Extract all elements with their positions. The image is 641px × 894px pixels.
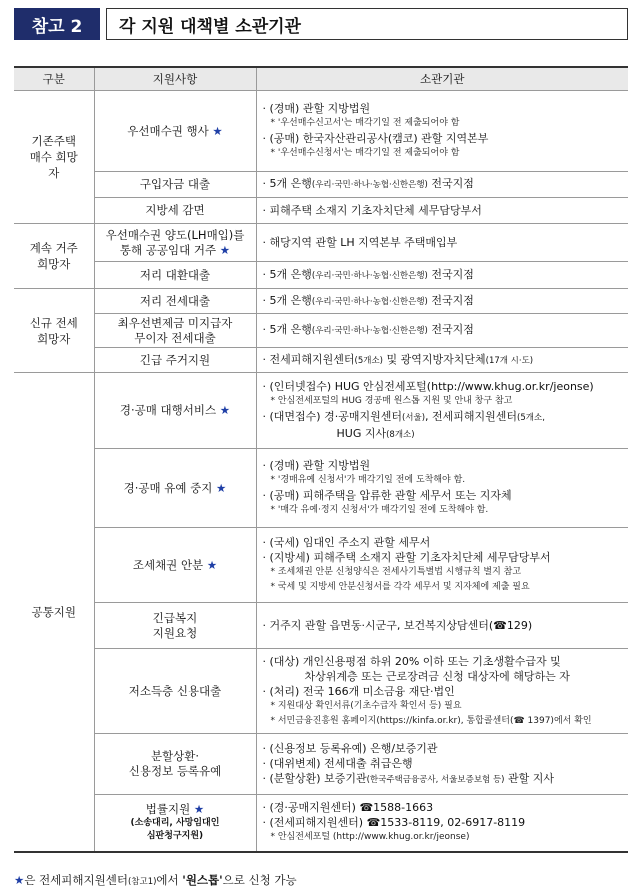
table-row xyxy=(14,734,628,795)
footnote: ★은 전세피해지원센터(참고1)에서 '원스톱'으로 신청 가능 xyxy=(14,873,297,887)
category-cell: 공통지원 xyxy=(14,373,94,852)
section-header xyxy=(14,8,628,40)
agency-cell: · 5개 은행(우리·국민·하나·농협·신한은행) 전국지점 xyxy=(256,172,628,198)
table-row xyxy=(14,373,628,449)
support-cell: 저리 대환대출 xyxy=(94,262,256,289)
support-cell: 구입자금 대출 xyxy=(94,172,256,198)
column-header: 지원사항 xyxy=(94,67,256,91)
support-cell: 긴급복지 지원요청 xyxy=(94,603,256,649)
support-cell: 우선매수권 양도(LH매입)를 통해 공공임대 거주 ★ xyxy=(94,224,256,262)
star-icon: ★ xyxy=(14,873,25,887)
table-row xyxy=(14,603,628,649)
agency-cell: · (대상) 개인신용평점 하위 20% 이하 또는 기초생활수급자 및 차상위계층 또는 근로장려금 신청 대상자에 해당하는 자 · (처리) 전국 166개 미소금융 재단·법인 * 지원대상 확인서류(기초수급자 확인서 등) 필요 * 서민금융진흥원 홈페이지(https://kinfa.or.kr), 통합콜센터(☎ 1397)에서 확인 xyxy=(256,649,628,734)
category-cell: 신규 전세 희망자 xyxy=(14,289,94,373)
agency-cell: · (경·공매지원센터) ☎1588-1663 · (전세피해지원센터) ☎1533-8119, 02-6917-8119 * 안심전세포털 (http://www.khug.or.kr/jeonse) xyxy=(256,795,628,852)
support-cell: 최우선변제금 미지급자 무이자 전세대출 xyxy=(94,314,256,348)
support-cell: 경·공매 유예 중지 ★ xyxy=(94,449,256,528)
agency-cell: · 5개 은행(우리·국민·하나·농협·신한은행) 전국지점 xyxy=(256,262,628,289)
table-row xyxy=(14,262,628,289)
category-cell: 기존주택 매수 희망자 xyxy=(14,91,94,224)
table-row xyxy=(14,449,628,528)
star-icon: ★ xyxy=(216,480,227,495)
agency-cell: · 해당지역 관할 LH 지역본부 주택매입부 xyxy=(256,224,628,262)
table-row xyxy=(14,198,628,224)
table-row xyxy=(14,172,628,198)
table-row xyxy=(14,528,628,603)
agency-cell: · 피해주택 소재지 기초자치단체 세무담당부서 xyxy=(256,198,628,224)
star-icon: ★ xyxy=(219,403,231,417)
star-icon: ★ xyxy=(206,557,218,572)
page-title: 각 지원 대책별 소관기관 xyxy=(106,8,628,40)
agency-cell: · (경매) 관할 지방법원 * '우선매수신고서'는 매각기일 전 제출되어야 함 · (공매) 한국자산관리공사(캠코) 관할 지역본부 * '우선매수신청서'는 매각기일 전 제출되어야 함 xyxy=(256,91,628,172)
star-icon: ★ xyxy=(212,123,223,138)
support-cell: 저소득층 신용대출 xyxy=(94,649,256,734)
table-row xyxy=(14,348,628,373)
agency-cell: · 5개 은행(우리·국민·하나·농협·신한은행) 전국지점 xyxy=(256,314,628,348)
support-cell: 분할상환· 신용정보 등록유예 xyxy=(94,734,256,795)
star-icon: ★ xyxy=(193,802,205,817)
agency-cell: · (국세) 임대인 주소지 관할 세무서 · (지방세) 피해주택 소재지 관할 기초자치단체 세무담당부서 * 조세채권 안분 신청양식은 전세사기특별법 시행규칙 별지 참고 * 국세 및 지방세 안분신청서를 각각 세무서 및 지자체에 제출 필요 xyxy=(256,528,628,603)
reference-badge: 참고 2 xyxy=(14,8,100,40)
support-cell: 저리 전세대출 xyxy=(94,289,256,314)
agency-table xyxy=(14,66,628,853)
table-row xyxy=(14,795,628,852)
category-cell: 계속 거주 희망자 xyxy=(14,224,94,289)
agency-cell: · (경매) 관할 지방법원 * '경매유예 신청서'가 매각기일 전에 도착해야 함. · (공매) 피해주택을 압류한 관할 세무서 또는 지자체 * '매각 유예·정지 신청서'가 매각기일 전에 도착해야 함. xyxy=(256,449,628,528)
agency-cell: · 거주지 관할 읍면동·시군구, 보건복지상담센터(☎129) xyxy=(256,603,628,649)
support-cell: 조세채권 안분 ★ xyxy=(94,528,256,603)
agency-cell: · 5개 은행(우리·국민·하나·농협·신한은행) 전국지점 xyxy=(256,289,628,314)
table-row xyxy=(14,224,628,262)
support-cell: 우선매수권 행사 ★ xyxy=(94,91,256,172)
support-cell: 지방세 감면 xyxy=(94,198,256,224)
table-row xyxy=(14,91,628,172)
column-header: 구분 xyxy=(14,67,94,91)
support-cell: 법률지원 ★ (소송대리, 사망임대인 심판청구지원) xyxy=(94,795,256,852)
table-row xyxy=(14,289,628,314)
support-cell: 긴급 주거지원 xyxy=(94,348,256,373)
agency-cell: · 전세피해지원센터(5개소) 및 광역지방자치단체(17개 시·도) xyxy=(256,348,628,373)
star-icon: ★ xyxy=(219,242,231,257)
column-header: 소관기관 xyxy=(256,67,628,91)
agency-cell: · (신용정보 등록유예) 은행/보증기관 · (대위변제) 전세대출 취급은행 · (분할상환) 보증기관(한국주택금융공사, 서울보증보험 등) 관할 지사 xyxy=(256,734,628,795)
support-cell: 경·공매 대행서비스 ★ xyxy=(94,373,256,449)
table-row xyxy=(14,314,628,348)
table-header-row xyxy=(14,67,628,91)
table-row xyxy=(14,649,628,734)
agency-cell: · (인터넷접수) HUG 안심전세포털(http://www.khug.or.kr/jeonse) * 안심전세포털의 HUG 경공매 원스톱 지원 및 안내 창구 참고 · (대면접수) 경·공매지원센터(서울), 전세피해지원센터(5개소, HUG 지사(8개소) xyxy=(256,373,628,449)
